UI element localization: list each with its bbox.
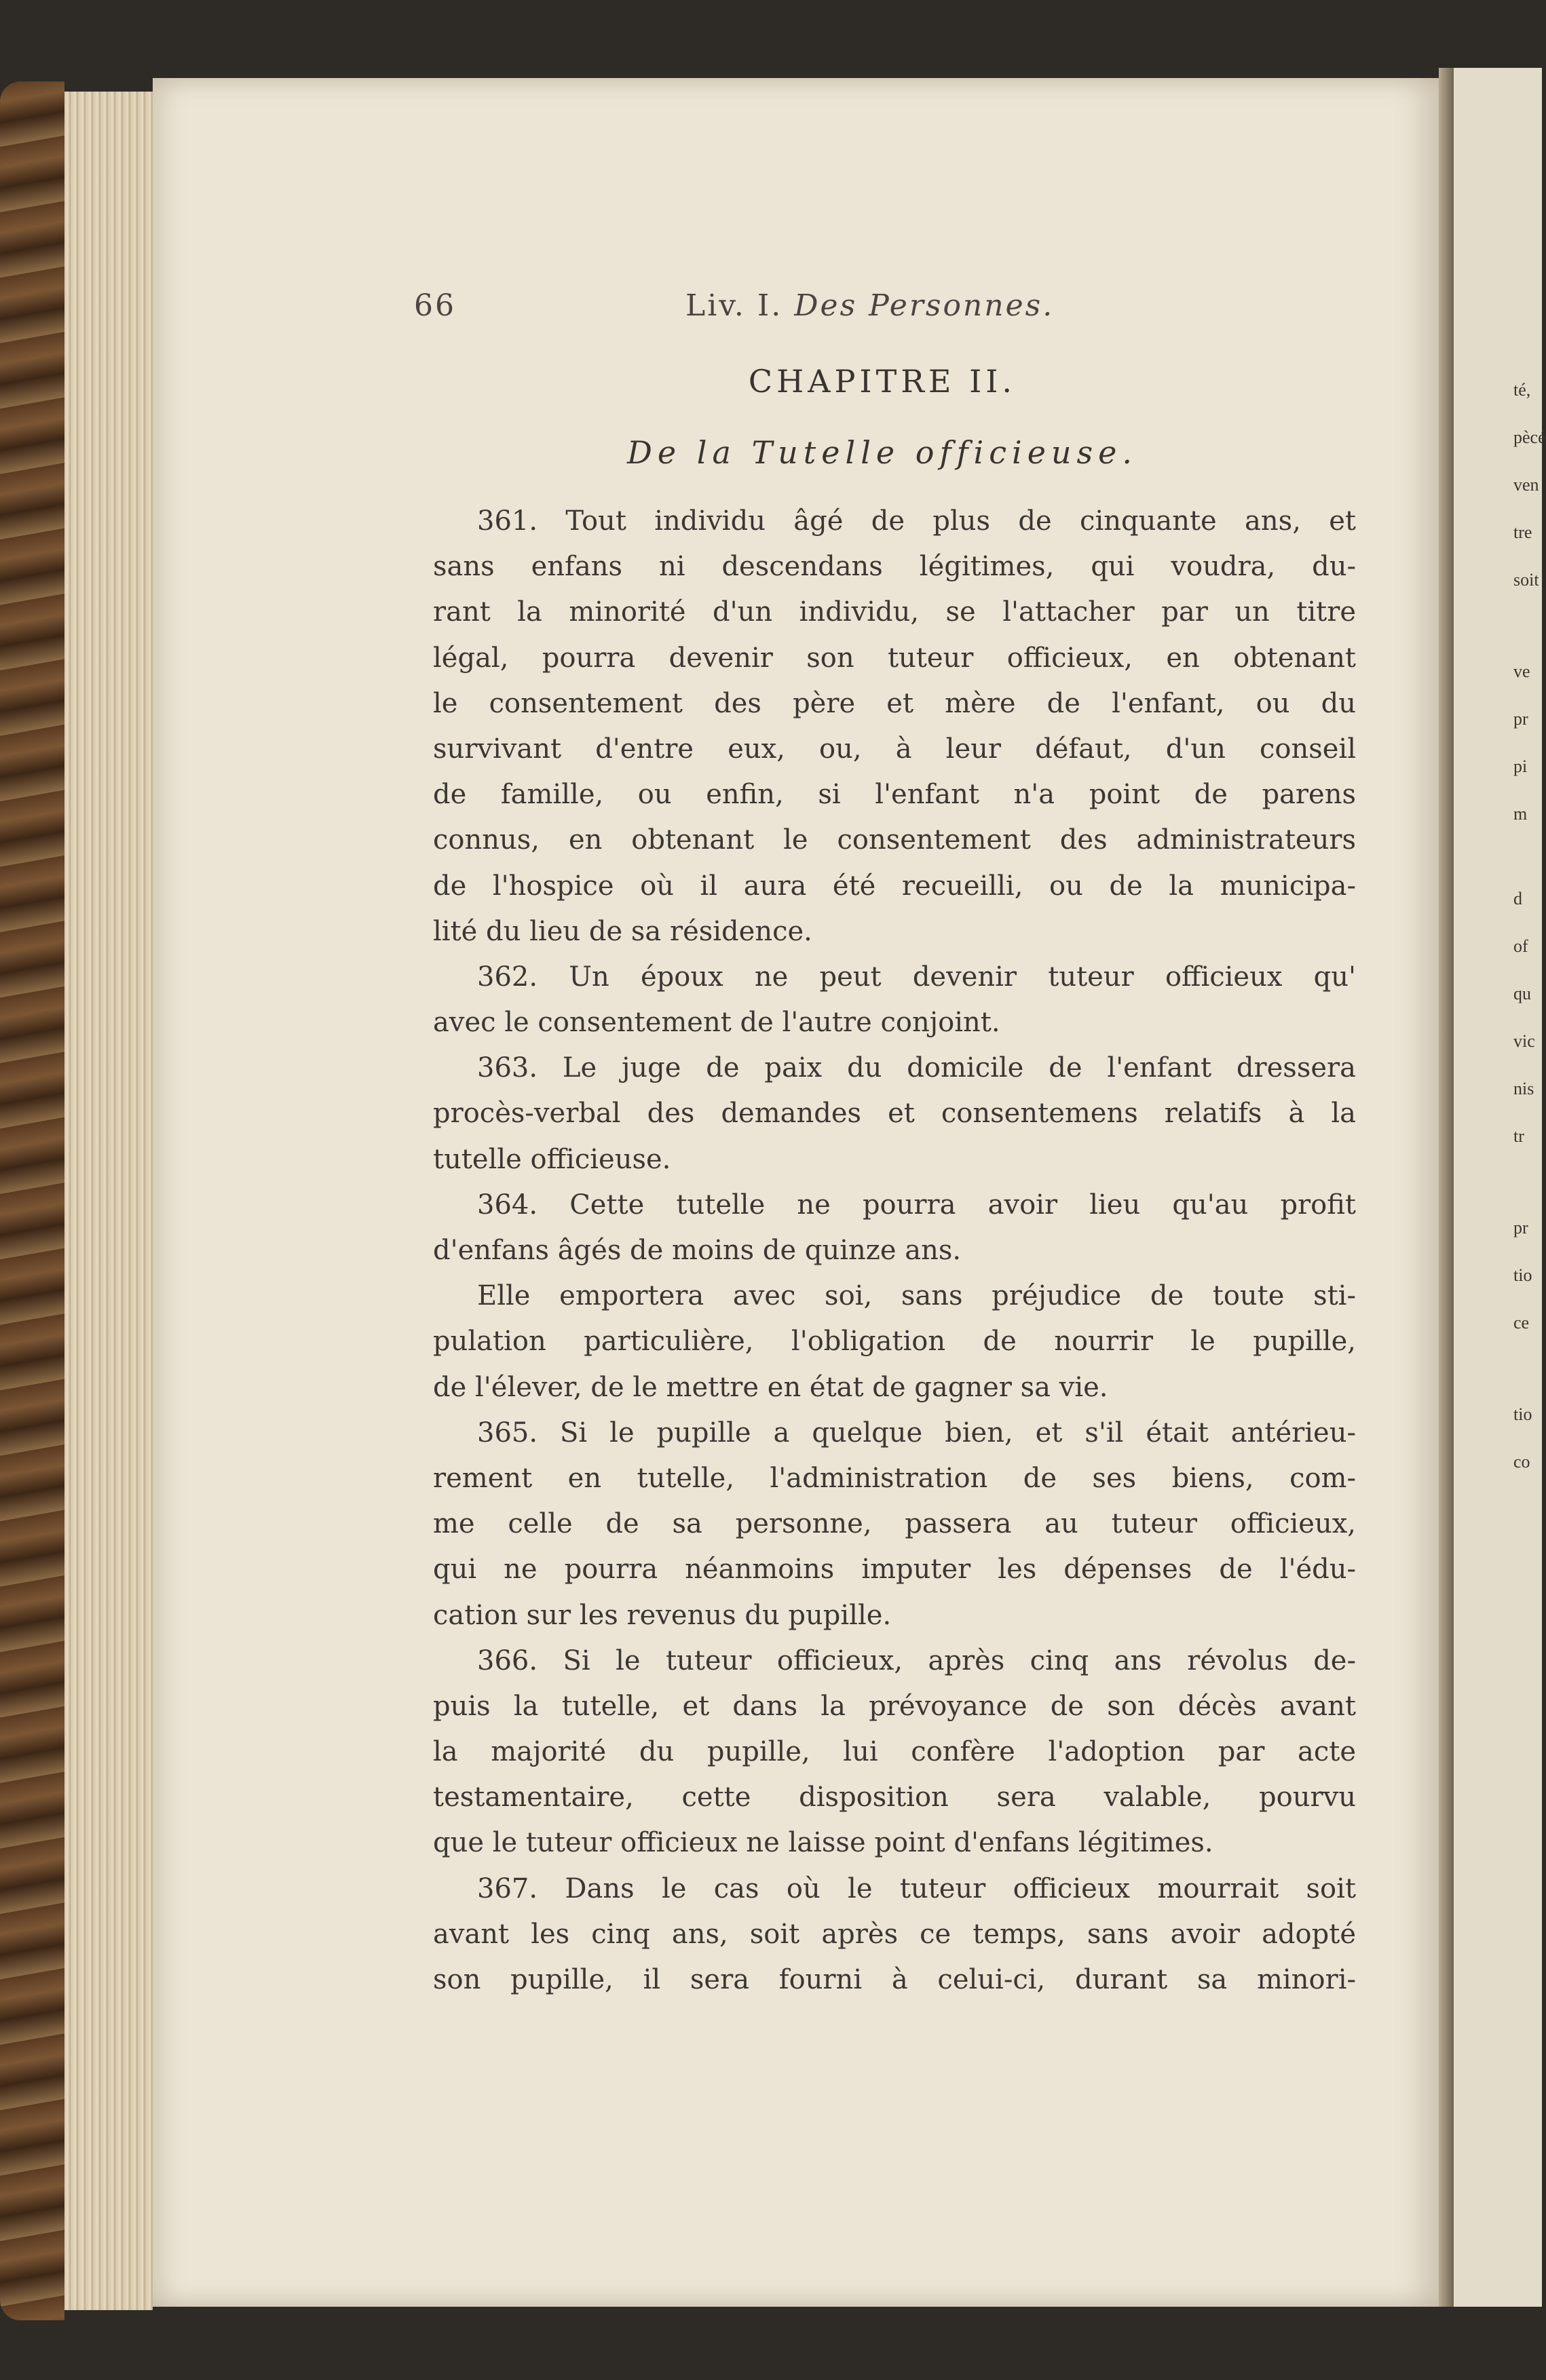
- text-line: 362. Un époux ne peut devenir tuteur officieux qu': [477, 961, 1356, 993]
- facing-page-fragment: ven: [1513, 475, 1539, 495]
- text-line: d'enfans âgés de moins de quinze ans.: [433, 1235, 962, 1266]
- text-line: pulation particulière, l'obligation de nourrir le pupille,: [433, 1326, 1356, 1358]
- text-line: 363. Le juge de paix du domicile de l'enfant dressera: [477, 1052, 1356, 1084]
- text-line: tutelle officieuse.: [433, 1143, 671, 1175]
- text-line: cation sur les revenus du pupille.: [433, 1599, 892, 1631]
- subject-label: Des Personnes.: [794, 288, 1055, 323]
- facing-page-fragment: pi: [1513, 756, 1528, 776]
- text-line: survivant d'entre eux, ou, à leur défaut, d'un conseil: [433, 733, 1356, 765]
- facing-page-fragment: vic: [1513, 1031, 1535, 1051]
- page-number: 66: [414, 288, 456, 323]
- text-line: qui ne pourra néanmoins imputer les dépenses de l'édu-: [433, 1554, 1356, 1586]
- book-cover-edge: [0, 81, 64, 2320]
- book-label: Liv. I.: [685, 288, 783, 323]
- text-line: 366. Si le tuteur officieux, après cinq ans révolus de-: [477, 1645, 1356, 1676]
- text-line: testamentaire, cette disposition sera valable, pourvu: [433, 1782, 1356, 1813]
- facing-page-fragment: pr: [1513, 709, 1528, 729]
- section-title: De la Tutelle officieuse.: [627, 434, 1137, 471]
- text-line: avec le consentement de l'autre conjoint.: [433, 1007, 1000, 1039]
- facing-page-fragment: of: [1513, 936, 1528, 956]
- book-gutter: [1439, 68, 1454, 2307]
- text-line: sans enfans ni descendans légitimes, qui voudra, du-: [433, 551, 1356, 583]
- facing-page: [1454, 68, 1542, 2307]
- text-line: procès-verbal des demandes et consentemens relatifs à la: [433, 1098, 1356, 1130]
- running-head-title: [685, 288, 1054, 323]
- text-line: 367. Dans le cas où le tuteur officieux mourrait soit: [477, 1873, 1356, 1904]
- page-stack-edges: [64, 92, 153, 2310]
- facing-page-fragment: ve: [1513, 661, 1530, 681]
- facing-page-fragment: co: [1513, 1452, 1530, 1472]
- facing-page-fragment: tr: [1513, 1126, 1524, 1146]
- chapter-title: CHAPITRE II.: [748, 363, 1017, 400]
- facing-page-fragment: nis: [1513, 1079, 1534, 1098]
- facing-page-fragment: pr: [1513, 1218, 1528, 1237]
- facing-page-fragment: d: [1513, 889, 1522, 908]
- text-line: me celle de sa personne, passera au tuteur officieux,: [433, 1508, 1356, 1540]
- text-line: de l'hospice où il aura été recueilli, ou de la municipa-: [433, 870, 1356, 902]
- facing-page-fragment: tio: [1513, 1404, 1532, 1424]
- facing-page-fragment: tio: [1513, 1265, 1532, 1285]
- text-line: avant les cinq ans, soit après ce temps, sans avoir adopté: [433, 1918, 1356, 1950]
- running-head: [414, 288, 1188, 329]
- facing-page-fragment: tre: [1513, 522, 1532, 542]
- facing-page-fragment: té,: [1513, 380, 1531, 400]
- text-line: puis la tutelle, et dans la prévoyance de son décès avant: [433, 1690, 1356, 1722]
- text-line: rement en tutelle, l'administration de ses biens, com-: [433, 1462, 1356, 1494]
- text-line: légal, pourra devenir son tuteur officieux, en obtenant: [433, 642, 1356, 674]
- text-line: le consentement des père et mère de l'enfant, ou du: [433, 687, 1356, 719]
- text-line: que le tuteur officieux ne laisse point d'enfans légitimes.: [433, 1827, 1213, 1859]
- text-line: 361. Tout individu âgé de plus de cinquante ans, et: [477, 505, 1356, 537]
- text-line: de l'élever, de le mettre en état de gagner sa vie.: [433, 1371, 1108, 1403]
- text-line: connus, en obtenant le consentement des administrateurs: [433, 824, 1356, 856]
- text-line: Elle emportera avec soi, sans préjudice de toute sti-: [477, 1280, 1356, 1312]
- text-line: rant la minorité d'un individu, se l'attacher par un titre: [433, 596, 1356, 628]
- text-line: la majorité du pupille, lui confère l'adoption par acte: [433, 1736, 1356, 1768]
- facing-page-fragment: soit: [1513, 570, 1539, 590]
- facing-page-fragment: m: [1513, 804, 1528, 824]
- text-line: son pupille, il sera fourni à celui-ci, durant sa minori-: [433, 1964, 1356, 1995]
- body-text: [433, 499, 1356, 2003]
- facing-page-fragment: pècé: [1513, 427, 1546, 447]
- text-line: de famille, ou enfin, si l'enfant n'a point de parens: [433, 779, 1356, 811]
- facing-page-fragment: qu: [1513, 984, 1531, 1003]
- text-line: 364. Cette tutelle ne pourra avoir lieu qu'au profit: [477, 1189, 1356, 1221]
- facing-page-fragment: ce: [1513, 1313, 1530, 1332]
- text-line: 365. Si le pupille a quelque bien, et s'il était antérieu-: [477, 1417, 1356, 1448]
- text-line: lité du lieu de sa résidence.: [433, 915, 812, 947]
